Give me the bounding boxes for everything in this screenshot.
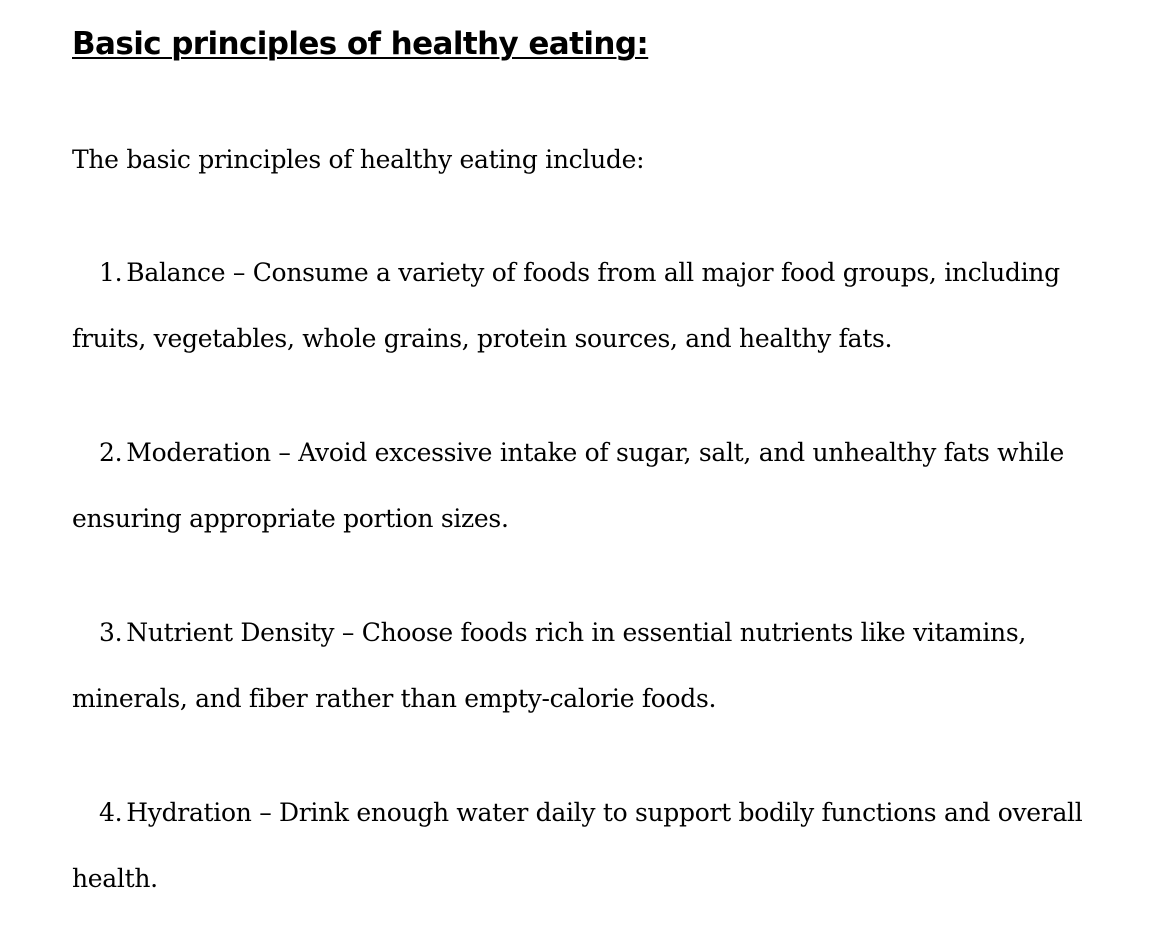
list-item-number: 4. [99,798,123,827]
page-title: Basic principles of healthy eating: [72,26,649,62]
list-item [72,420,1112,552]
list-item [72,240,1112,372]
list-item-number: 3. [99,618,123,647]
list-item-text: Moderation – Avoid excessive intake of sugar, salt, and unhealthy fats while ensuring appropriate portion sizes. [72,438,1064,533]
list-item-text: Hydration – Drink enough water daily to support bodily functions and overall health. [72,798,1083,893]
list-item-text: Nutrient Density – Choose foods rich in essential nutrients like vitamins, minerals, and fiber rather than empty-calorie foods. [72,618,1027,713]
list-item [72,600,1112,732]
list-item-number: 1. [99,258,123,287]
intro-paragraph: The basic principles of healthy eating include: [72,145,645,174]
list-item-number: 2. [99,438,123,467]
list-item [72,780,1112,912]
list-item-text: Balance – Consume a variety of foods from all major food groups, including fruits, vegetables, whole grains, protein sources, and healthy fats. [72,258,1060,353]
